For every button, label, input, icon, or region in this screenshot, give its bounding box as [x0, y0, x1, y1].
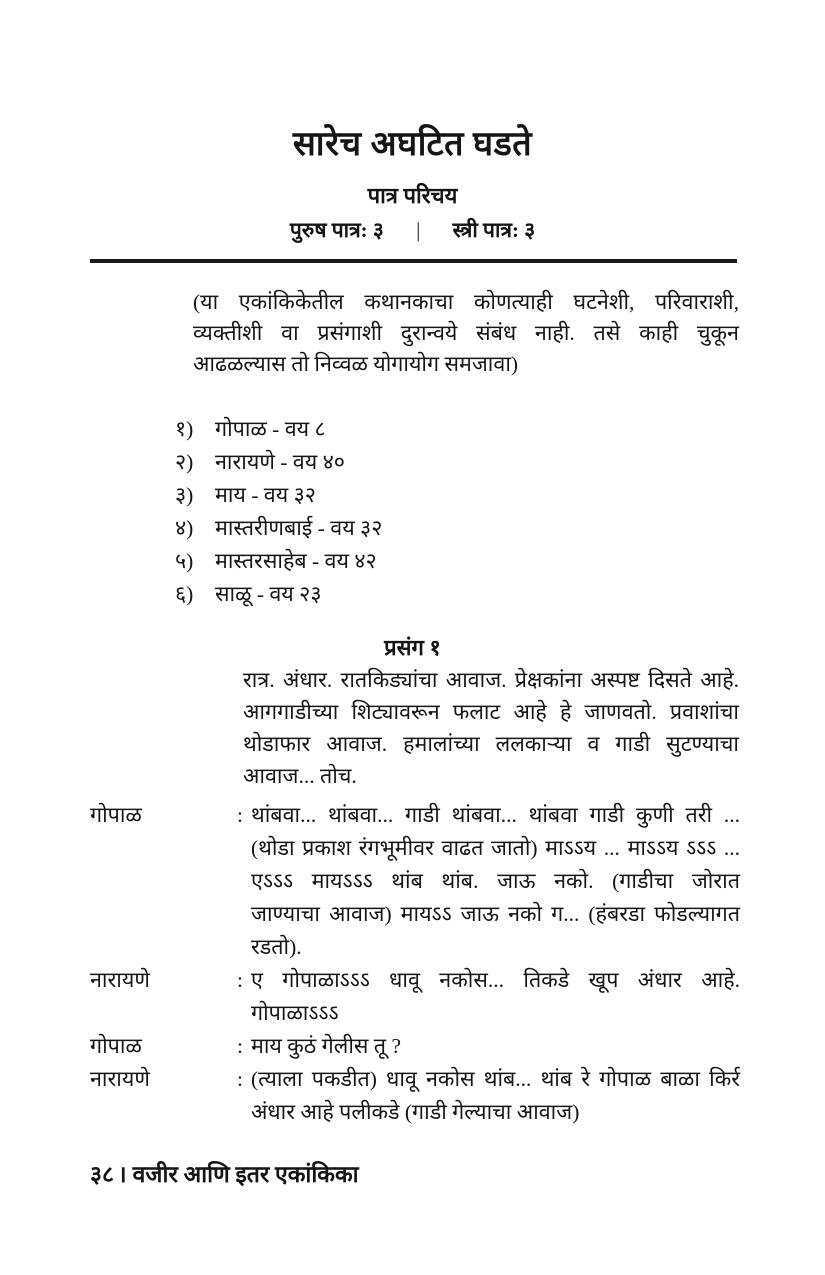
dialogue-entry: [90, 1063, 740, 1129]
dialogue-line: जाण्याचा आवाज) मायऽऽ जाऊ नको ग... (हंबरडा फोडल्यागत: [251, 902, 740, 926]
dialogue-line: (थोडा प्रकाश रंगभूमीवर वाढत जातो) माऽऽय ... माऽऽय ऽऽऽ ...: [251, 836, 740, 860]
dialogue-line: गोपाळाऽऽऽ: [251, 1001, 339, 1025]
cast-intro-heading: पात्र परिचय: [367, 183, 458, 208]
footer-separator: ।: [117, 1162, 127, 1187]
dialogue-entry: [90, 799, 740, 964]
dialogue-text: [251, 964, 740, 1030]
dialogue-text: [251, 1063, 740, 1129]
stage-direction-line: रात्र. अंधार. रातकिड्यांचा आवाज. प्रेक्षकांना अस्पष्ट दिसते आहे.: [243, 668, 739, 692]
dialogue-block: [90, 799, 740, 1129]
cast-count-line: [0, 216, 825, 244]
page-number: ३८: [90, 1162, 114, 1187]
scene-heading: प्रसंग १: [384, 635, 441, 660]
book-title: वजीर आणि इतर एकांकिका: [132, 1162, 359, 1187]
speaker-name: गोपाळ: [90, 803, 142, 827]
character-name-age: माय - वय ३२: [215, 483, 316, 507]
dialogue-text: [251, 799, 740, 964]
dialogue-line: ए गोपाळाऽऽऽ धावू नकोस... तिकडे खूप अंधार आहे.: [251, 968, 740, 992]
character-list-item: [175, 446, 382, 479]
play-title: सारेच अघटित घडते: [292, 126, 533, 163]
character-name-age: नारायणे - वय ४०: [215, 450, 345, 474]
stage-direction-line: थोडाफार आवाज. हमालांच्या ललकाऱ्या व गाडी सुटण्याचा: [243, 732, 739, 756]
female-cast-count: स्त्री पात्र: ३: [452, 218, 536, 242]
disclaimer-line: आढळल्यास तो निव्वळ योगायोग समजावा): [193, 352, 519, 376]
page-footer: [90, 1157, 359, 1189]
horizontal-rule: [90, 259, 737, 263]
character-number: २): [175, 450, 194, 474]
dialogue-line: (त्याला पकडीत) धावू नकोस थांब... थांब रे गोपाळ बाळा किर्र: [251, 1067, 740, 1091]
character-number: १): [175, 417, 194, 441]
character-list-item: [175, 479, 382, 512]
character-list-item: [175, 413, 382, 446]
disclaimer-note: [193, 287, 739, 380]
stage-direction-line: आगगाडीच्या शिट्यावरून फलाट आहे हे जाणवतो. प्रवाशांचा: [243, 700, 739, 724]
character-number: ५): [175, 549, 194, 573]
speaker-colon: :: [237, 968, 243, 992]
speaker-colon: :: [237, 803, 243, 827]
character-list-item: [175, 512, 382, 545]
character-name-age: साळू - वय २३: [215, 582, 322, 606]
character-number: ४): [175, 516, 194, 540]
character-number: ६): [175, 582, 194, 606]
speaker-name: नारायणे: [90, 968, 150, 992]
dialogue-line: रडतो).: [251, 935, 302, 959]
dialogue-line: अंधार आहे पलीकडे (गाडी गेल्याचा आवाज): [251, 1100, 580, 1124]
character-name-age: गोपाळ - वय ८: [215, 417, 326, 441]
speaker-colon: :: [237, 1067, 243, 1091]
character-name-age: मास्तरसाहेब - वय ४२: [215, 549, 377, 573]
dialogue-text: [251, 1030, 740, 1063]
character-number: ३): [175, 483, 194, 507]
stage-direction-line: आवाज... तोच.: [243, 764, 357, 788]
dialogue-line: एऽऽऽ मायऽऽऽ थांब थांब. जाऊ नको. (गाडीचा जोरात: [251, 869, 740, 893]
dialogue-line: माय कुठं गेलीस तू ?: [251, 1034, 401, 1058]
character-name-age: मास्तरीणबाई - वय ३२: [215, 516, 383, 540]
speaker-name: नारायणे: [90, 1067, 150, 1091]
speaker-colon: :: [237, 1034, 243, 1058]
dialogue-entry: [90, 1030, 740, 1063]
speaker-name: गोपाळ: [90, 1034, 142, 1058]
stage-direction: [243, 664, 739, 792]
dialogue-entry: [90, 964, 740, 1030]
cast-count-divider: |: [416, 218, 421, 242]
disclaimer-line: (या एकांकिकेतील कथानकाचा कोणत्याही घटनेशी, परिवाराशी,: [193, 290, 739, 314]
character-list-item: [175, 578, 382, 611]
dialogue-line: थांबवा... थांबवा... गाडी थांबवा... थांबवा गाडी कुणी तरी ...: [251, 803, 740, 827]
male-cast-count: पुरुष पात्र: ३: [289, 218, 384, 242]
disclaimer-line: व्यक्तीशी वा प्रसंगाशी दुरान्वये संबंध नाही. तसे काही चुकून: [193, 321, 739, 345]
character-list-item: [175, 545, 382, 578]
character-list: [175, 413, 382, 611]
